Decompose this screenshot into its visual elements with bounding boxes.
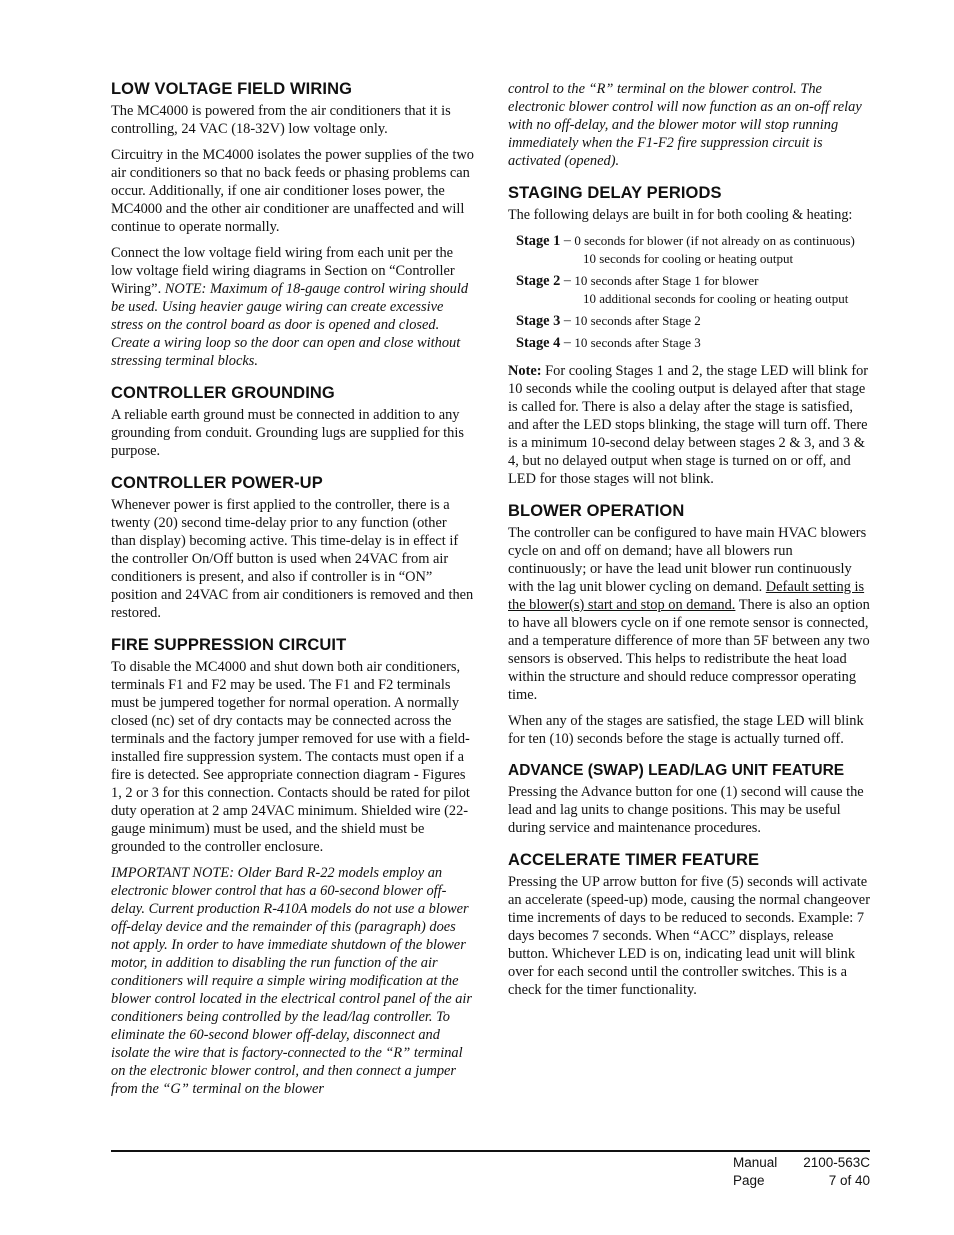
stage-dash: – <box>560 313 575 328</box>
paragraph: Circuitry in the MC4000 isolates the power supplies of the two air conditioners so that no back feeds or phasing problems can occur. Additionally, if one air conditioner loses power, the MC4000 and the other air conditioner are unaffected and will continue to operate normally. <box>111 147 474 235</box>
stage-label: Stage 4 <box>516 335 561 351</box>
section-title-accelerate-timer: ACCELERATE TIMER FEATURE <box>508 851 760 869</box>
staging-note <box>508 362 870 488</box>
footer-divider <box>111 1150 870 1152</box>
note-text: For cooling Stages 1 and 2, the stage LED will blink for 10 seconds while the cooling output is delayed after that stage is called for. There is also a delay after the stage is satisfied, and after the LED stops blinking, the stage will turn off. There is a minimum 10-second delay between stages 2 & 3, and 3 & 4, but no delayed output when stage is turned on or off, and LED for those stages will not blink. <box>508 363 869 487</box>
note-label: Note: <box>508 363 542 379</box>
paragraph <box>508 524 870 704</box>
paragraph: The MC4000 is powered from the air conditioners that it is controlling, 24 VAC (18-32V) low voltage only. <box>111 103 451 137</box>
section-title-power-up: CONTROLLER POWER-UP <box>111 474 323 492</box>
stage-label: Stage 3 <box>516 313 561 329</box>
right-column <box>508 80 870 1007</box>
stage-label: Stage 2 <box>516 273 561 289</box>
section-title-staging-delay: STAGING DELAY PERIODS <box>508 184 722 202</box>
paragraph: Whenever power is first applied to the controller, there is a twenty (20) second time-delay prior to any function (other than display) becoming active. This time-delay is in effect if the controller On/Off button is used when 24VAC from air conditioners is present, and also if controller is in “ON” position and 24VAC from air conditioners is removed and then restored. <box>111 497 474 621</box>
important-note: IMPORTANT NOTE: Older Bard R-22 models employ an electronic blower control that has a 60-second blower off-delay. Current production R-410A models do not use a blower off-delay device and the remainder of this (paragraph) does not apply. In order to have immediate shutdown of the blower motor, in addition to disabling the run function of the air conditioners will require a simple wiring modification at the blower control located in the electrical control panel of the air conditioners being controlled by the lead/lag controller. To eliminate the 60-second blower off-delay, disconnect and isolate the wire that is factory-connected to the “R” terminal on the electronic blower control, and then connect a jumper from the “G” terminal on the blower <box>111 865 473 1097</box>
staging-intro: The following delays are built in for both cooling & heating: <box>508 207 853 223</box>
footer-values <box>797 1154 870 1190</box>
stage-extra: 10 seconds for cooling or heating output <box>583 251 794 266</box>
left-column <box>111 80 475 1106</box>
stage-label: Stage 1 <box>516 233 561 249</box>
section-title-advance-swap: ADVANCE (SWAP) LEAD/LAG UNIT FEATURE <box>508 762 845 779</box>
stage-description: 0 seconds for blower (if not already on as continuous) <box>574 233 855 248</box>
stage-description: 10 seconds after Stage 2 <box>574 313 701 328</box>
stage-1 <box>516 232 870 268</box>
stage-2 <box>516 272 870 308</box>
stage-3 <box>516 312 870 330</box>
paragraph <box>111 244 475 370</box>
page-number: 7 of 40 <box>828 1173 870 1188</box>
section-title-grounding: CONTROLLER GROUNDING <box>111 384 335 402</box>
section-title-low-voltage: LOW VOLTAGE FIELD WIRING <box>111 80 353 98</box>
stage-4 <box>516 334 870 352</box>
manual-label: Manual <box>733 1155 778 1170</box>
section-title-fire-suppression: FIRE SUPPRESSION CIRCUIT <box>111 636 347 654</box>
stage-description: 10 seconds after Stage 1 for blower <box>574 273 759 288</box>
paragraph: Pressing the Advance button for one (1) second will cause the lead and lag units to change positions. This may be useful during service and maintenance procedures. <box>508 784 864 836</box>
stage-dash: – <box>560 273 575 288</box>
paragraph: A reliable earth ground must be connected in addition to any grounding from conduit. Grounding lugs are supplied for this purpose. <box>111 407 464 459</box>
paragraph: To disable the MC4000 and shut down both air conditioners, terminals F1 and F2 may be used. The F1 and F2 terminals must be jumpered together for normal operation. A normally closed (nc) set of dry contacts may be connected across the terminals and the factory jumper removed for use with a field-installed fire suppression system. The contacts must open if a fire is detected. See appropriate connection diagram - Figures 1, 2 or 3 for this connection. Contacts should be rated for pilot duty operation at 2 amp 24VAC minimum. Shielded wire (22-gauge minimum) must be used, and the shield must be grounded to the controller enclosure. <box>111 659 470 855</box>
wiring-note: NOTE: Maximum of 18-gauge control wiring should be used. Using heavier gauge wiring can create excessive stress on the control board as door is opened and closed. Create a wiring loop so the door can open and close without stressing terminal blocks. <box>111 281 469 369</box>
stage-dash: – <box>560 233 575 248</box>
stage-dash: – <box>560 335 575 350</box>
page-label: Page <box>733 1173 765 1188</box>
stage-description: 10 seconds after Stage 3 <box>574 335 701 350</box>
manual-number: 2100-563C <box>803 1155 870 1170</box>
default-setting-text: Default setting is the blower(s) start and stop on demand. <box>508 579 865 613</box>
stage-extra: 10 additional seconds for cooling or heating output <box>583 291 849 306</box>
paragraph-text: Connect the low voltage field wiring from each unit per the low voltage field wiring diagrams in Section on “Controller Wiring”. <box>111 245 455 297</box>
section-title-blower-operation: BLOWER OPERATION <box>508 502 685 520</box>
footer-labels <box>733 1154 777 1190</box>
paragraph-text: There is also an option to have all blowers cycle on if one remote sensor is connected, and a temperature difference of more than 5F between any two sensors is observed. This helps to redistribute the heat load within the structure and should reduce compressor operating time. <box>508 597 870 703</box>
paragraph: When any of the stages are satisfied, the stage LED will blink for ten (10) seconds before the stage is actually turned off. <box>508 713 864 747</box>
paragraph: Pressing the UP arrow button for five (5) seconds will activate an accelerate (speed-up) mode, causing the normal changeover time increments of days to be reduced to seconds. Example: 7 days becomes 7 seconds. When “ACC” displays, release button. Whichever LED is on, indicating lead unit will blink over for each second until the controller switches. This is a check for the timer functionality. <box>508 874 870 998</box>
important-note-continued: control to the “R” terminal on the blower control. The electronic blower control will now function as an on-off relay with no off-delay, and the blower motor will stop running immediately when the F1-F2 fire suppression circuit is activated (opened). <box>508 81 862 169</box>
paragraph-text: The controller can be configured to have main HVAC blowers cycle on and off on demand; have all blowers run continuously; or have the lead unit blower run continuously with the lag unit blower cycling on demand. <box>508 525 867 595</box>
